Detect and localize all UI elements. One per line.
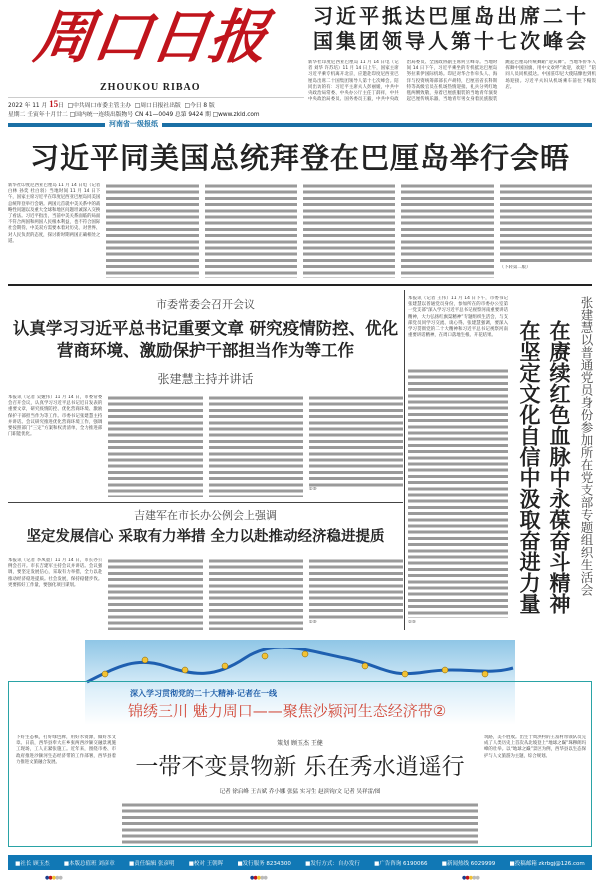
committee-columns [8,395,403,497]
article-divider [8,502,403,503]
end-mark: ②⑤ [308,487,317,492]
section-divider [8,284,592,286]
column-divider [404,290,405,630]
footer-item: ■广告咨询 6190066 [374,860,428,867]
side-story-body: 本报讯（记者 王伟）11 月 14 日下午，市委书记张建慧以普通党员身份，参加所在的市委办公室第一党支部“深入学习习近平总书记视察河南重要讲话精神，大力弘扬红旗渠精神”专题组织生活会，与支部党员同学习交流、谈心得。张建慧强调，要深入学习贯彻党的二十大精神和习近平总书记视察河南重要讲话精神，在周口落地生根、开花结果。 [408,296,508,339]
end-mark: ②⑤ [408,620,416,625]
side-headline-1: 在赓续红色血脉中永葆奋斗精神 [547,320,571,614]
side-subhead: 张建慧以普通党员身份参加所在党支部专题组织生活会 [579,296,594,596]
footer-item: ■新闻热线 6029999 [441,860,496,867]
feature-byline: 记者 徐启峰 王吉斌 乔小娜 张猛 实习生 赵滨钧/文 记者 吴祥雷/图 [219,789,381,795]
publisher: □周口日报社出版 [134,103,181,109]
top-divider [300,124,592,127]
main-story-body: 新华社印度尼西亚巴厘岛 11 月 14 日电（记者 白林 孙奕 杜白羽）当地时间 11 月 14 日下午，国家主席习近平在印度尼西亚巴厘岛同美国总统拜登举行会晤。两国元首就中美关系中的战略性问题以及重大全球和地区问题坦诚深入交换了看法。习近平指出，当前中美关系面临的局面不符合两国和两国人民根本利益，也不符合国际社会期待。中美双方需要本着对历史、对世界、对人民负责的态度，探讨新时期两国正确相处之道。 [8,183,101,244]
end-mark: ②⑤ [308,620,317,625]
color-registration-icon: ●●●●● [462,875,479,881]
main-story-columns [8,183,592,278]
footer-item: ■发行服务 8234300 [237,860,291,867]
committee-kicker: 市委常委会召开会议 [156,298,255,311]
pages: □今日 8 版 [184,103,215,109]
sponsor: □中共周口市委主管主办 [67,103,132,109]
grade-label: 河南省一级报纸 [105,119,162,129]
mayor-kicker: 吉建军在市长办公例会上强调 [134,509,277,522]
feature-banner-kicker: 深入学习贯彻党的二十大精神·记者在一线 [130,689,278,698]
feature-body [122,802,478,844]
top-story-headline: 习近平抵达巴厘岛出席二十国集团领导人第十七次峰会 [313,4,589,53]
masthead-logo: 周口日报 [30,3,272,71]
committee-body: 本报讯（记者 吴娅伟）11 月 14 日，市委常委会召开会议，认真学习习近平总书记近日发表的重要文章，研究疫情防控、优化营商环境、激励保护干部担当作为等工作。市委书记张建慧主持并讲话。会议研究推进优化营商环境工作，强调要按照部门“三定”方案和权责清单，全力推进部门职能优化。 [8,395,103,438]
feature-planner: 策划 顾玉杰 王健 [277,740,323,747]
mayor-body: 本报讯（记者 李凤童）11 月 14 日，市长办公例会召开。市长吉建军主持会议并讲话。会议强调，要坚定发展信心，采取有力举措，全力以赴推动经济稳进提质。社会发展，保持稳健步伐。更要抓好工作量，要强化项目谋划。 [8,558,103,588]
masthead-pinyin: ZHOUKOU RIBAO [100,82,201,93]
color-registration-icon: ●●●●● [45,875,62,881]
date-suffix: 日 [58,103,64,109]
footer-item: ■责任编辑 张彦明 [129,860,175,867]
footer-bar [8,855,592,870]
mayor-columns [8,558,403,630]
committee-subhead: 张建慧主持并讲话 [157,372,254,386]
committee-headline: 认真学习习近平总书记重要文章 研究疫情防控、优化营商环境、激励保护干部担当作为等工作 [12,319,399,360]
footer-item: ■校对 王朝晖 [188,860,224,867]
website: □www.zkld.com [212,112,260,118]
feature-headline: 一带不变景物新 乐在秀水逍遥行 [135,754,465,780]
weekday: 星期二 [8,112,26,118]
feature-right-body: 筑路，美不胜收。出生于周洪村的王富村带领队员完成了人类历史上首次从北坡登上“地球之巅”珠穆朗玛峰的壮举。以“地球之巅”景区为例，西华县以生态保护与人文旅游为主题，综合规划。 [484,735,586,759]
main-story-headline: 习近平同美国总统拜登在巴厘岛举行会晤 [29,141,570,175]
feature-banner-title: 锦绣三川 魅力周口——聚焦沙颍河生态经济带② [128,702,447,720]
footer-item: ■本版总值班 刘彦章 [63,860,115,867]
mayor-headline: 坚定发展信心 采取有力举措 全力以赴推动经济稳进提质 [26,528,385,545]
footer-item: ■发行方式：自办发行 [305,860,360,867]
feature-left-body: 下好生态棋，打好绿色牌，用好水资源，做好水文章。日前，西华县奉大庄乡张两西沙颍交融景观施工现场，工人正紧张施工。近年来，围绕市委、市政府推进沙颍河生态经济带的工作部署，西华县着力推进文旅融合发展。 [16,735,116,765]
lunar-date: 壬寅年十月廿二 [27,112,68,118]
dateline [8,97,304,120]
footer-item: ■社长 顾玉杰 [15,860,50,867]
river-map [85,648,515,684]
side-headline-2: 在坚定文化自信中汲取奋进力量 [517,320,541,614]
date-day: 15 [49,100,59,109]
footer-item: ■投稿邮箱 zkrbgj@126.com [509,860,585,867]
continued-note: （下转第二版） [499,265,531,270]
color-registration-icon: ●●●●● [250,875,267,881]
side-story-text [408,368,508,618]
cn-number: □国内统一连续出版物号 CN 41—0049 总第 9424 期 [69,112,211,118]
date-year: 2022 年 11 月 [8,103,48,109]
top-story-body: 新华社印度尼西亚巴厘岛 11 月 14 日电（记者 刘华 许苏培）11 月 14 日上午，国家主席习近平乘专机离开北京，应邀赴印度尼西亚巴厘岛出席二十国集团领导人第十七次峰会。陪同出访的有：习近平主席夫人彭丽媛，中共中央政治局常委、中央办公厅主任丁薛祥，中共中央政治局委员、国务委员王毅，中共中央政治局委员、全国政协副主席何立峰等。当地时间 14 日下午，习近平乘坐的专机抵达巴厘岛努拉莱伊国际机场。印尼对华合作牵头人、海洋与投资统筹部部长卢胡特，巴厘省省长科斯特等高级官员在机场热情迎接。礼兵分列红地毯两侧致敬，身着巴厘族服装的当地青年演奏起巴厘传统乐器，当地青年男女身着民族服装跳起巴厘岛传统舞蹈“迎宾舞”。当地华侨华人挥舞中国国旗，用中文欢呼“欢迎，欢迎！”陪同人员同机抵达。中国驻印尼大使陆慷也到机场迎接。习近平夫妇从机场乘车前往下榻饭店。 [308,60,596,103]
